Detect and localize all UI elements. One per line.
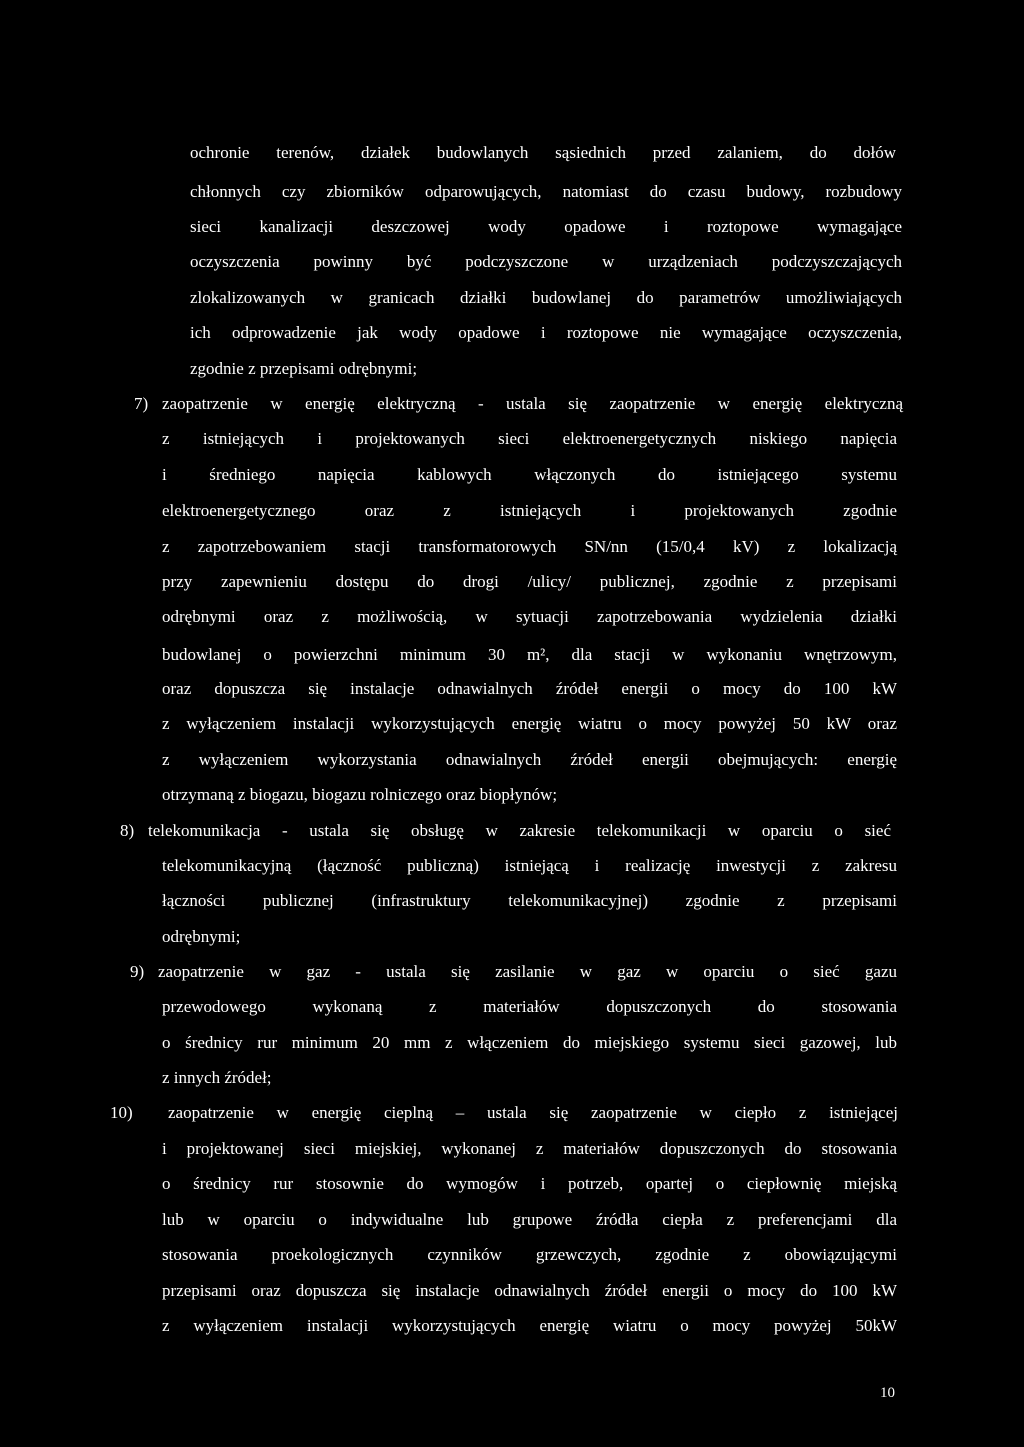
page-number: 10 — [880, 1385, 895, 1401]
text-line: stosowania proekologicznych czynników grzewczych, zgodnie z obowiązującymi — [162, 1245, 897, 1264]
text-line: telekomunikacja - ustala się obsługę w zakresie telekomunikacji w oparciu o sieć — [148, 821, 891, 840]
text-line: i średniego napięcia kablowych włączonych do istniejącego systemu — [162, 465, 897, 484]
text-line: elektroenergetycznego oraz z istniejących i projektowanych zgodnie — [162, 501, 897, 520]
text-line: z zapotrzebowaniem stacji transformatorowych SN/nn (15/0,4 kV) z lokalizacją — [162, 537, 897, 556]
text-line: zgodnie z przepisami odrębnymi; — [190, 359, 418, 378]
text-line: przewodowego wykonaną z materiałów dopuszczonych do stosowania — [162, 997, 897, 1016]
text-line: lub w oparciu o indywidualne lub grupowe źródła ciepła z preferencjami dla — [162, 1210, 897, 1229]
item-number: 9) — [130, 962, 145, 981]
text-line: z istniejących i projektowanych sieci elektroenergetycznych niskiego napięcia — [162, 429, 897, 448]
text-line: odrębnymi oraz z możliwością, w sytuacji zapotrzebowania wydzielenia działki — [162, 607, 897, 626]
item-number: 10) — [110, 1103, 133, 1122]
text-line: z wyłączeniem wykorzystania odnawialnych źródeł energii obejmujących: energię — [162, 750, 897, 769]
text-line: z wyłączeniem instalacji wykorzystujących energię wiatru o mocy powyżej 50kW — [162, 1316, 897, 1335]
text-line: z wyłączeniem instalacji wykorzystujących energię wiatru o mocy powyżej 50 kW oraz — [162, 714, 897, 733]
text-line: otrzymaną z biogazu, biogazu rolniczego oraz biopłynów; — [162, 785, 558, 804]
text-line: zaopatrzenie w energię cieplną – ustala się zaopatrzenie w ciepło z istniejącej — [168, 1103, 898, 1122]
text-line: zaopatrzenie w gaz - ustala się zasilanie w gaz w oparciu o sieć gazu — [158, 962, 897, 981]
text-line: o średnicy rur minimum 20 mm z włączeniem do miejskiego systemu sieci gazowej, lub — [162, 1033, 897, 1052]
text-line: zlokalizowanych w granicach działki budowlanej do parametrów umożliwiających — [190, 288, 902, 307]
text-line: łączności publicznej (infrastruktury telekomunikacyjnej) zgodnie z przepisami — [162, 891, 897, 910]
text-line: przy zapewnieniu dostępu do drogi /ulicy/ publicznej, zgodnie z przepisami — [162, 572, 897, 591]
text-line: zaopatrzenie w energię elektryczną - ustala się zaopatrzenie w energię elektryczną — [162, 394, 903, 413]
text-line: oczyszczenia powinny być podczyszczone w urządzeniach podczyszczających — [190, 252, 902, 271]
text-line: przepisami oraz dopuszcza się instalacje odnawialnych źródeł energii o mocy do 100 kW — [162, 1281, 897, 1300]
text-line: chłonnych czy zbiorników odparowujących, natomiast do czasu budowy, rozbudowy — [190, 182, 902, 201]
text-line: odrębnymi; — [162, 927, 241, 946]
text-line: telekomunikacyjną (łączność publiczną) istniejącą i realizację inwestycji z zakresu — [162, 856, 897, 875]
text-line: sieci kanalizacji deszczowej wody opadowe i roztopowe wymagające — [190, 217, 902, 236]
text-line: oraz dopuszcza się instalacje odnawialnych źródeł energii o mocy do 100 kW — [162, 679, 897, 698]
text-line: ich odprowadzenie jak wody opadowe i roztopowe nie wymagające oczyszczenia, — [190, 323, 902, 342]
item-number: 8) — [120, 821, 135, 840]
item-number: 7) — [134, 394, 149, 413]
text-line: o średnicy rur stosownie do wymogów i potrzeb, opartej o ciepłownię miejską — [162, 1174, 897, 1193]
text-line: budowlanej o powierzchni minimum 30 m², dla stacji w wykonaniu wnętrzowym, — [162, 645, 897, 664]
text-line: i projektowanej sieci miejskiej, wykonanej z materiałów dopuszczonych do stosowania — [162, 1139, 897, 1158]
text-line: ochronie terenów, działek budowlanych sąsiednich przed zalaniem, do dołów — [190, 143, 896, 162]
text-line: z innych źródeł; — [162, 1068, 272, 1087]
